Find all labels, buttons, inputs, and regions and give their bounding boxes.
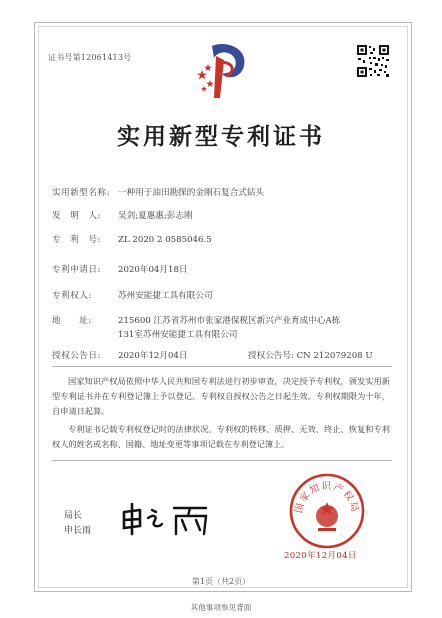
grant-date-row bbox=[52, 349, 188, 361]
footer-note: 其他事项参见背面 bbox=[190, 603, 252, 612]
address-label: 地 址: bbox=[52, 316, 92, 326]
patentee-label: 专利权人: bbox=[52, 291, 92, 301]
grant-number-row bbox=[248, 349, 373, 361]
director-signature bbox=[118, 502, 218, 538]
patent-number-value: ZL 2020 2 0585046.5 bbox=[118, 235, 212, 245]
paragraph-grant-decision: 国家知识产权局依照中华人民共和国专利法进行初步审查，决定授予专利权，颁发实用新型专利证书并在专利登记簿上予以登记。专利权自授权公告之日起生效。专利权期限为十年，自申请日起算。 bbox=[52, 376, 390, 416]
certificate-number: 证书号第12061413号 bbox=[48, 53, 132, 62]
qr-code-icon bbox=[356, 44, 390, 78]
official-seal-icon bbox=[288, 472, 366, 550]
filing-date-value: 2020年04月18日 bbox=[118, 265, 188, 275]
seal-text: 国家知识产权局 bbox=[293, 481, 361, 515]
director-title: 局长 bbox=[64, 511, 83, 521]
patentee-value: 苏州安能捷工具有限公司 bbox=[118, 291, 213, 301]
director-name: 申长雨 bbox=[64, 526, 92, 536]
inventor-value: 吴剑;夏惠惠;彭志刚 bbox=[118, 211, 193, 221]
patent-number-row bbox=[52, 233, 212, 245]
inventor-row bbox=[52, 209, 193, 221]
paragraph-legal-status: 专利证书记载专利权登记时的法律状况。专利权的转移、质押、无效、终止、恢复和专利权人的姓名或名称、国籍、地址变更等事项记载在专利登记簿上。 bbox=[52, 424, 390, 449]
filing-date-row bbox=[52, 263, 188, 275]
inventor-label: 发 明 人: bbox=[52, 211, 101, 221]
cnipa-logo-icon bbox=[190, 36, 260, 106]
utility-model-name-label: 实用新型名称: bbox=[52, 188, 110, 198]
certificate-title: 实用新型专利证书 bbox=[117, 123, 325, 150]
grant-date-label: 授权公告日: bbox=[52, 351, 101, 361]
filing-date-label: 专利申请日: bbox=[52, 265, 101, 275]
address-row bbox=[52, 314, 340, 326]
address-value-line1: 215600 江苏省苏州市张家港保税区新兴产业育成中心A栋 bbox=[118, 316, 341, 326]
utility-model-name-row bbox=[52, 186, 264, 198]
divider bbox=[52, 366, 392, 367]
divider bbox=[52, 460, 392, 461]
page-number: 第1页（共2页） bbox=[191, 577, 251, 586]
patentee-row bbox=[52, 289, 213, 301]
patent-number-label: 专 利 号: bbox=[52, 235, 101, 245]
address-value-line2: 131室苏州安能捷工具有限公司 bbox=[118, 330, 238, 340]
grant-date-value: 2020年12月04日 bbox=[118, 351, 188, 361]
utility-model-name-value: 一种用于油田勘探的金刚石复合式钻头 bbox=[118, 188, 265, 198]
grant-number-value: CN 212079208 U bbox=[296, 351, 373, 361]
grant-number-label: 授权公告号: bbox=[248, 351, 294, 361]
seal-date: 2020年12月04日 bbox=[284, 551, 357, 561]
